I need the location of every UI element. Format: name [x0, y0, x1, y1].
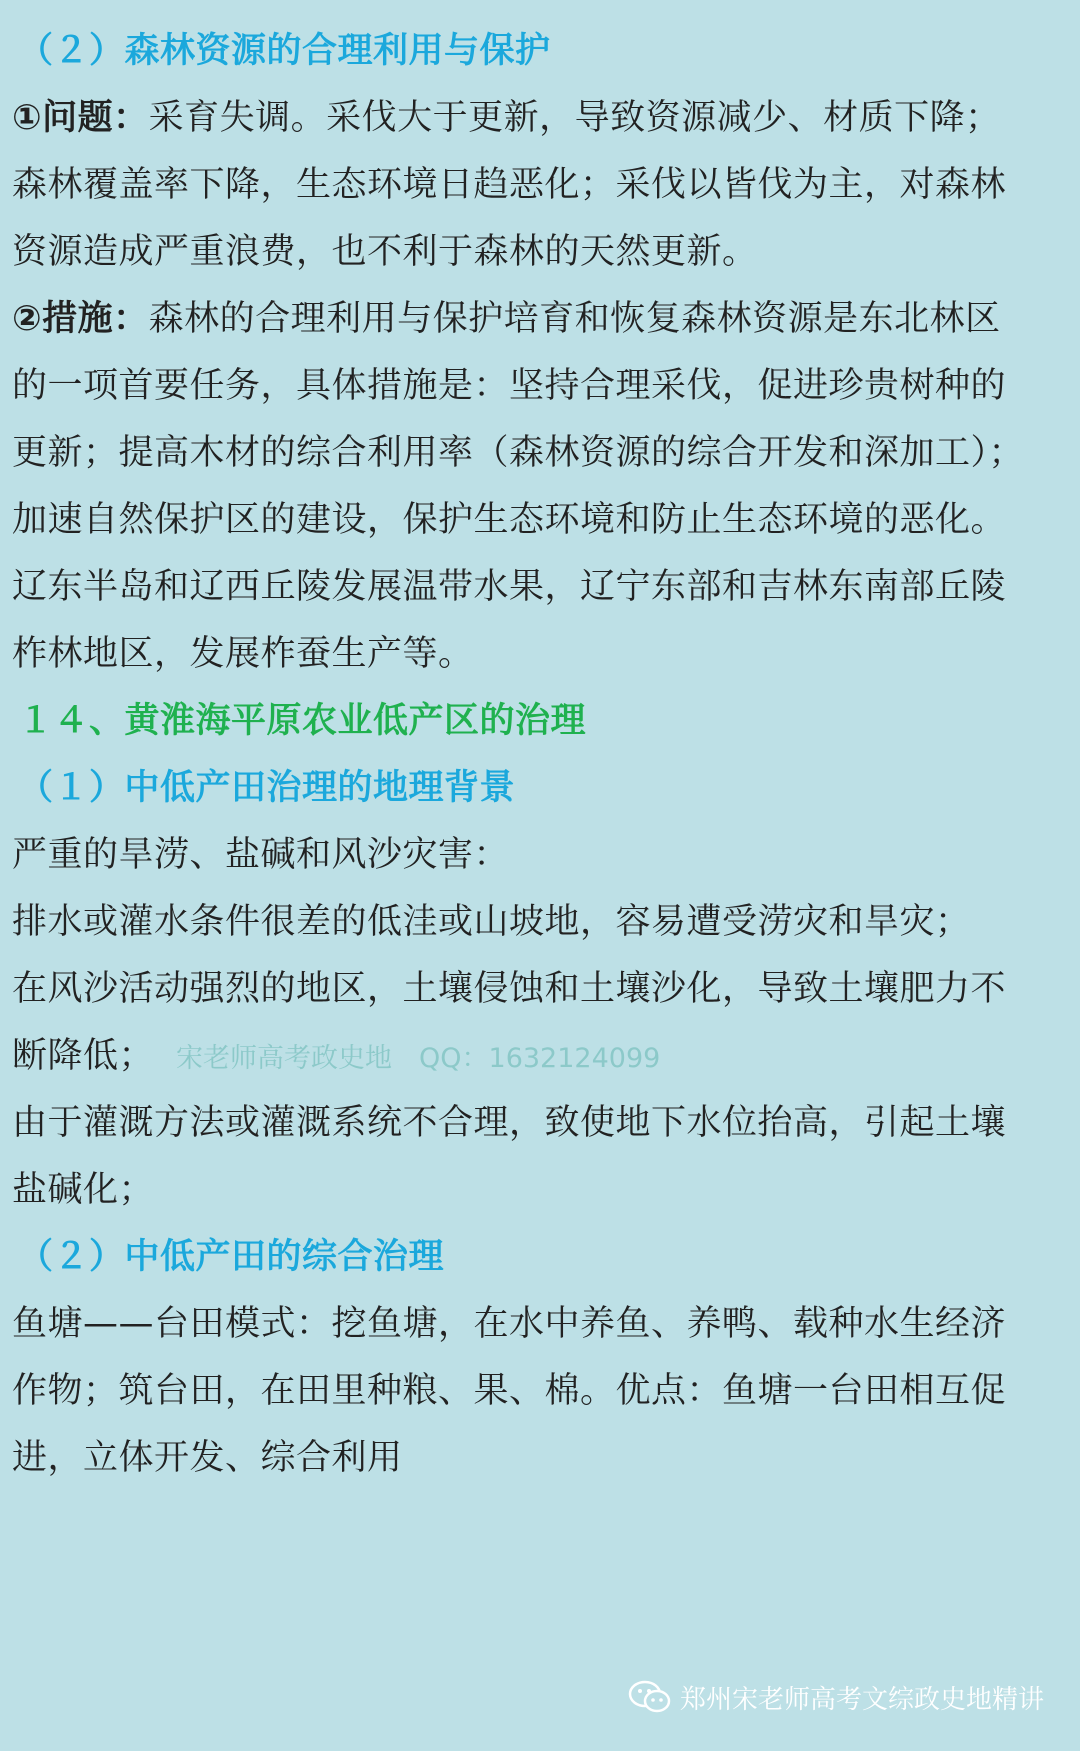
account-footer: [628, 1677, 1044, 1717]
measure-paragraph-line-4: 加速自然保护区的建设，保护生态环境和防止生态环境的恶化。: [12, 500, 1007, 540]
account-name: 郑州宋老师高考文综政史地精讲: [679, 1683, 1044, 1714]
section-heading-forest: （２）森林资源的合理利用与保护: [18, 31, 551, 71]
background-line-6: 盐碱化；: [12, 1170, 155, 1210]
background-line-3: 在风沙活动强烈的地区，土壤侵蚀和土壤沙化，导致土壤肥力不: [12, 969, 1007, 1009]
subsection-heading-background: （１）中低产田治理的地理背景: [18, 768, 516, 808]
treatment-line-1: 鱼塘——台田模式：挖鱼塘，在水中养鱼、养鸭、载种水生经济: [12, 1304, 1007, 1344]
measure-paragraph-line-3: 更新；提高木材的综合利用率（森林资源的综合开发和深加工）；: [12, 433, 1025, 473]
measure-text: 森林的合理利用与保护培育和恢复森林资源是东北林区: [148, 299, 1001, 339]
background-line-4: [12, 1023, 1072, 1090]
problem-text: 采育失调。采伐大于更新，导致资源减少、材质下降；: [148, 98, 1001, 138]
wechat-icon: [628, 1679, 672, 1715]
treatment-line-3: 进，立体开发、综合利用: [12, 1438, 403, 1478]
measure-paragraph-line-5: 辽东半岛和辽西丘陵发展温带水果，辽宁东部和吉林东南部丘陵: [12, 567, 1007, 607]
problem-paragraph-line-1: [12, 85, 1072, 152]
background-line-2: 排水或灌水条件很差的低洼或山坡地，容易遭受涝灾和旱灾；: [12, 902, 971, 942]
subsection-heading-treatment: （２）中低产田的综合治理: [18, 1237, 445, 1277]
measure-paragraph-line-6: 柞林地区，发展柞蚕生产等。: [12, 634, 474, 674]
background-line-5: 由于灌溉方法或灌溉系统不合理，致使地下水位抬高，引起土壤: [12, 1103, 1007, 1143]
problem-paragraph-line-2: 森林覆盖率下降，生态环境日趋恶化；采伐以皆伐为主，对森林: [12, 165, 1007, 205]
background-line-4-text: 断降低；: [12, 1036, 155, 1076]
treatment-line-2: 作物；筑台田，在田里种粮、果、棉。优点：鱼塘一台田相互促: [12, 1371, 1007, 1411]
measure-paragraph-line-1: [12, 286, 1072, 353]
watermark-text: 宋老师高考政史地 QQ：1632124099: [176, 1043, 661, 1074]
problem-paragraph-line-3: 资源造成严重浪费，也不利于森林的天然更新。: [12, 232, 758, 272]
problem-label: ①问题：: [12, 98, 149, 138]
background-line-1: 严重的旱涝、盐碱和风沙灾害：: [12, 835, 510, 875]
measure-paragraph-line-2: 的一项首要任务，具体措施是：坚持合理采伐，促进珍贵树种的: [12, 366, 1007, 406]
measure-label: ②措施：: [12, 299, 149, 339]
section-heading-14: １４、黄淮海平原农业低产区的治理: [18, 701, 587, 741]
